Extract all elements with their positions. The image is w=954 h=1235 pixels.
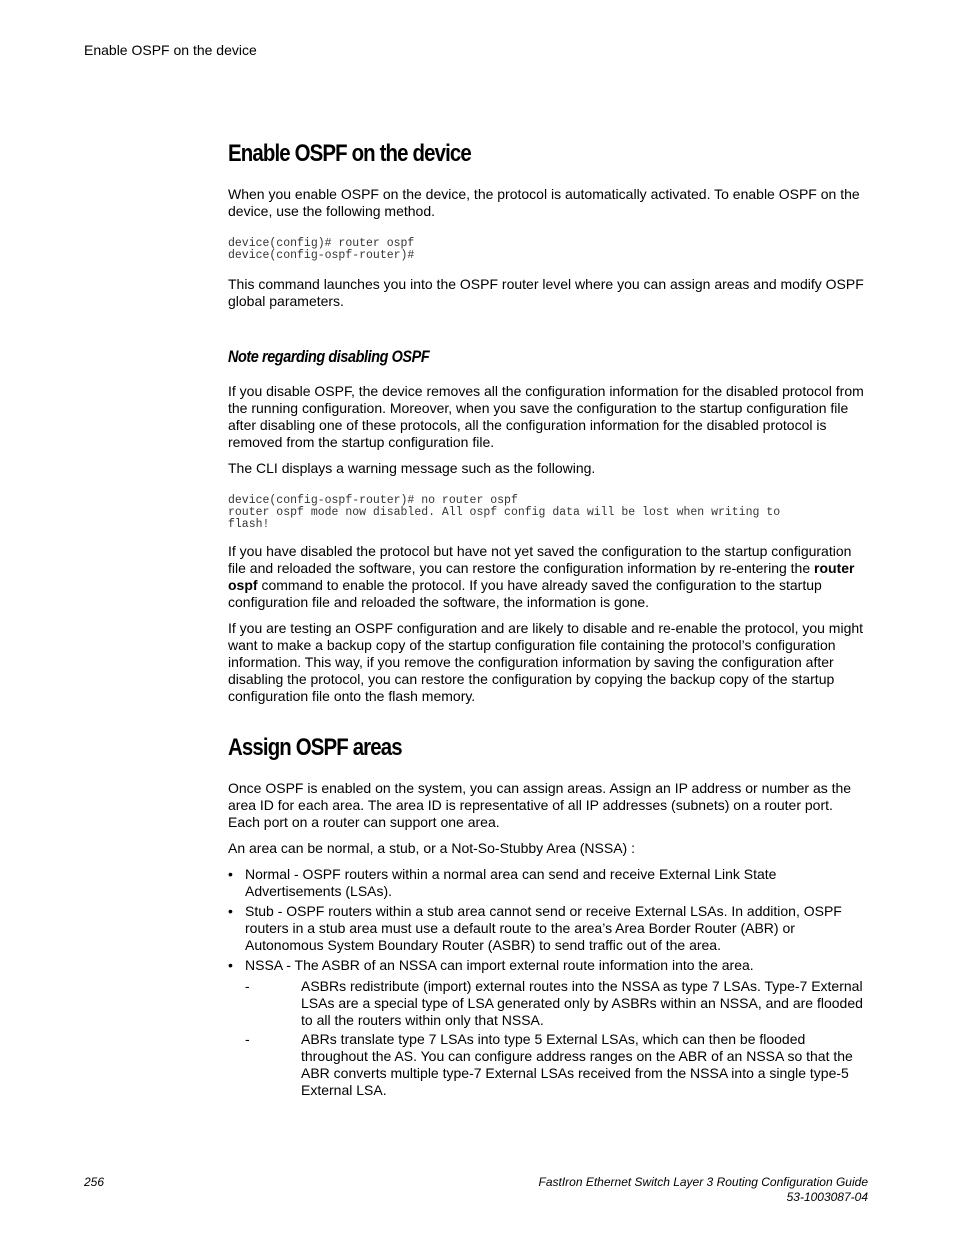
list-item-normal: • Normal - OSPF routers within a normal area can send and receive External Link State Advertisements (LSAs). bbox=[228, 866, 777, 899]
list-item-stub: • Stub - OSPF routers within a stub area cannot send or receive External LSAs. In addition, OSPF routers in a stub area must use a default route to the area’s Area Border Router (ABR) or Autonomous System Boundary Router (ASBR) to send traffic out of the area. bbox=[228, 903, 842, 953]
restore-paragraph: If you have disabled the protocol but have not yet saved the configuration to the startup configuration file and reloaded the software, you can restore the configuration information by re-entering the router ospf command to enable the protocol. If you have already saved the configuration to the startup configuration file and reloaded the software, the information is gone. bbox=[228, 543, 855, 610]
page-number: 256 bbox=[84, 1175, 105, 1189]
main-content bbox=[228, 140, 868, 1099]
footer-doc-title: FastIron Ethernet Switch Layer 3 Routing Configuration Guide bbox=[538, 1175, 868, 1189]
sublist-item-asbr: - ASBRs redistribute (import) external routes into the NSSA as type 7 LSAs. Type-7 External LSAs are a special type of LSA generated only by ASBRs within an NSSA, and are flooded to all the routers within only that NSSA. bbox=[245, 978, 863, 1028]
note-heading: Note regarding disabling OSPF bbox=[228, 347, 430, 366]
backup-paragraph: If you are testing an OSPF configuration and are likely to disable and re-enable the protocol, you might want to make a backup copy of the startup configuration file containing the protocol’s configuration information. This way, if you remove the configuration information by saving the configuration after disabling the protocol, you can restore the configuration by copying the backup copy of the startup configuration file onto the flash memory. bbox=[228, 620, 864, 704]
nssa-sublist bbox=[228, 978, 868, 1099]
area-types-paragraph: An area can be normal, a stub, or a Not-So-Stubby Area (NSSA) : bbox=[228, 840, 635, 856]
area-type-list bbox=[228, 866, 868, 974]
after-code-paragraph: This command launches you into the OSPF router level where you can assign areas and modify OSPF global parameters. bbox=[228, 276, 864, 309]
enable-intro-paragraph: When you enable OSPF on the device, the protocol is automatically activated. To enable OSPF on the device, use the following method. bbox=[228, 186, 860, 219]
section-heading-assign-areas: Assign OSPF areas bbox=[228, 734, 402, 761]
bullet-icon: • bbox=[228, 866, 233, 882]
bullet-icon: • bbox=[228, 903, 233, 919]
footer-doc-info bbox=[538, 1175, 868, 1205]
sublist-item-abr: - ABRs translate type 7 LSAs into type 5 External LSAs, which can then be flooded throughout the AS. You can configure address ranges on the ABR of an NSSA so that the ABR converts multiple type-7 External LSAs received from the NSSA into a single type-5 External LSA. bbox=[245, 1031, 853, 1098]
areas-intro-paragraph: Once OSPF is enabled on the system, you can assign areas. Assign an IP address or number as the area ID for each area. The area ID is representative of all IP addresses (subnets) on a router port. Each port on a router can support one area. bbox=[228, 780, 852, 830]
dash-icon: - bbox=[245, 1031, 250, 1047]
note-paragraph-2: The CLI displays a warning message such as the following. bbox=[228, 460, 596, 476]
dash-icon: - bbox=[245, 978, 250, 994]
code-block-disable: device(config-ospf-router)# no router ospf router ospf mode now disabled. All ospf config data will be lost when writing to flash! bbox=[228, 494, 781, 531]
running-header: Enable OSPF on the device bbox=[84, 42, 257, 58]
section-heading-enable-ospf: Enable OSPF on the device bbox=[228, 140, 471, 167]
note-paragraph-1: If you disable OSPF, the device removes all the configuration information for the disabled protocol from the running configuration. Moreover, when you save the configuration to the startup configuration file after disabling one of these protocols, all the configuration information for the disabled protocol is removed from the startup configuration file. bbox=[228, 383, 864, 450]
footer-doc-number: 53-1003087-04 bbox=[786, 1190, 868, 1204]
code-block-enable: device(config)# router ospf device(config-ospf-router)# bbox=[228, 237, 415, 262]
bullet-icon: • bbox=[228, 957, 233, 973]
list-item-nssa: • NSSA - The ASBR of an NSSA can import external route information into the area. bbox=[228, 957, 754, 973]
command-router-ospf: router ospf bbox=[228, 560, 855, 593]
